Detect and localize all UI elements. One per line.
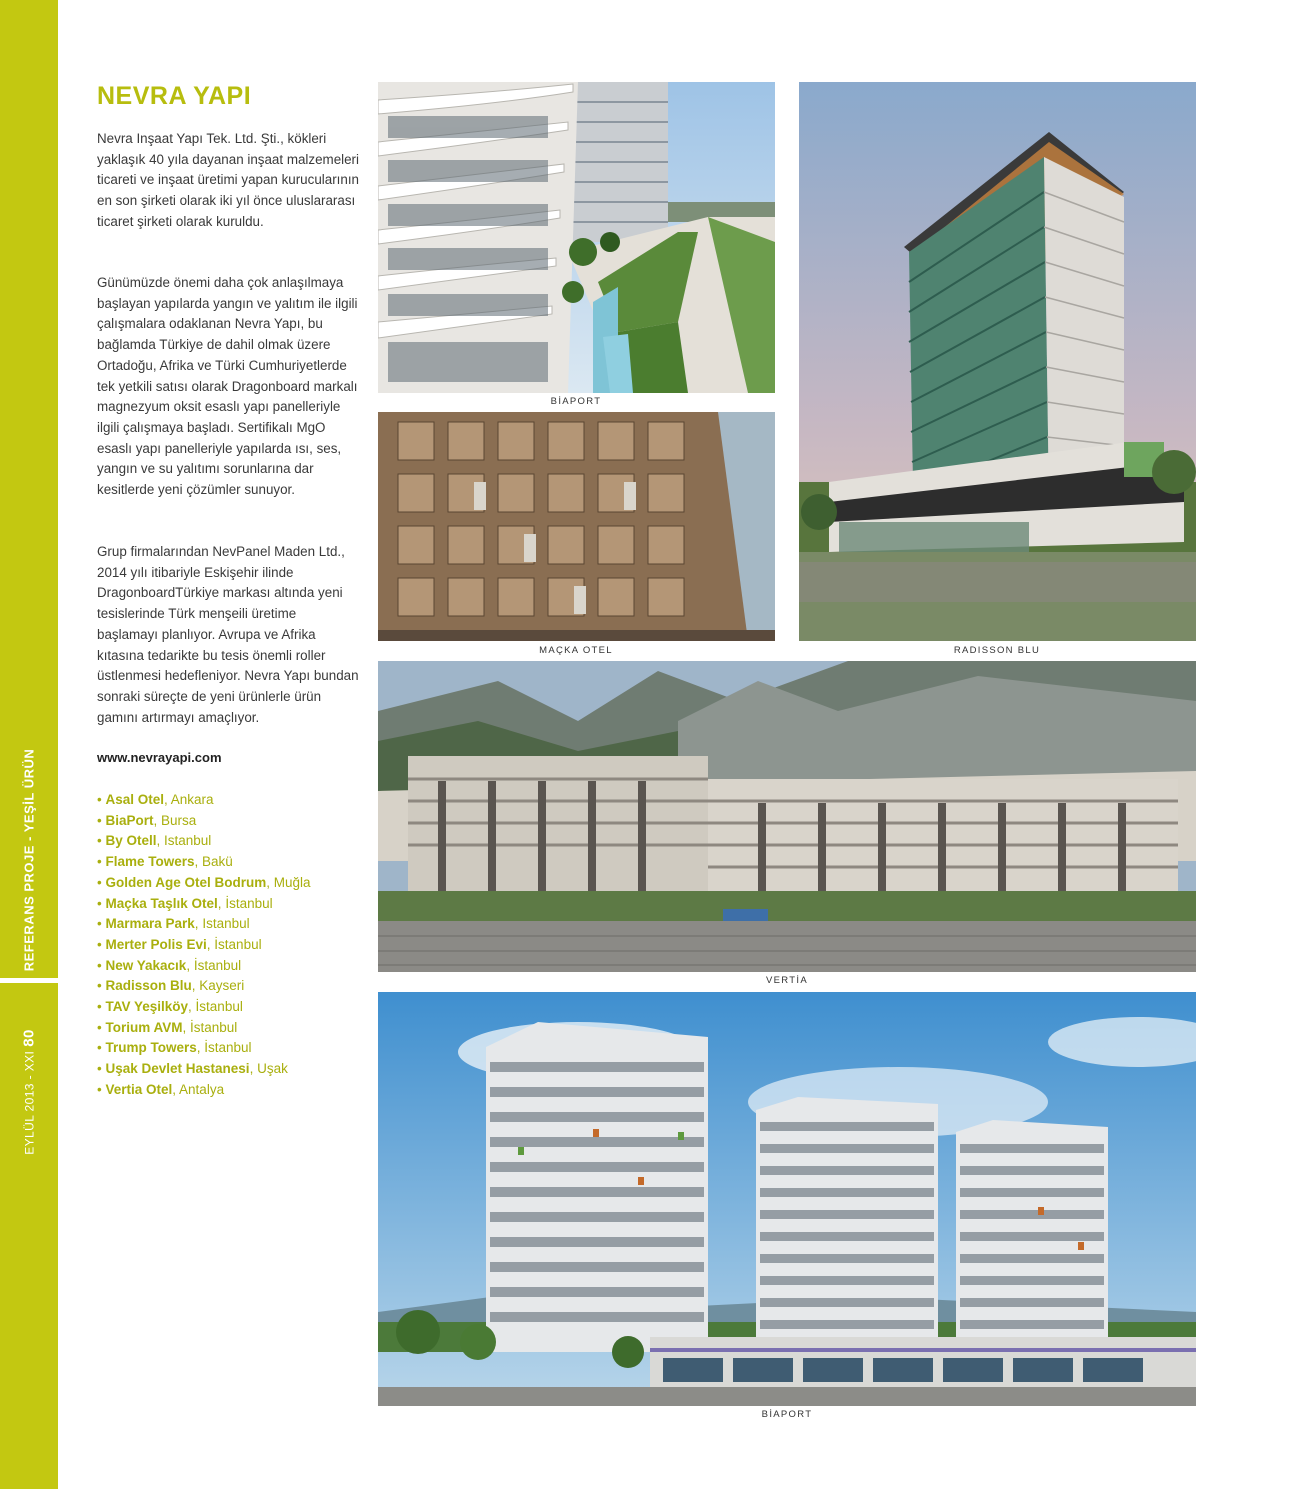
issue-label: EYLÜL 2013 - XXI bbox=[22, 1050, 37, 1155]
reference-item: • Uşak Devlet Hastanesi, Uşak bbox=[97, 1061, 288, 1077]
reference-item: • New Yakacık, İstanbul bbox=[97, 957, 242, 973]
article-paragraph-3: Grup firmalarından NevPanel Maden Ltd., 2014 yılı itibariyle Eskişehir ilinde DragonboardTürkiye markası altında yeni tesislerinde Türk menşeili üretime başlamayı planlıyor. Avrupa ve Afrika kıtasına tedarikte bu tesis önemli roller üstlenmesi hedefleniyor. Nevra Yapı bundan sonraki süreçte de yeni ürünlerle ürün gamını artırmayı amaçlıyor. bbox=[97, 544, 359, 725]
biaport-towers-photo bbox=[378, 992, 1196, 1406]
reference-item: • Radisson Blu, Kayseri bbox=[97, 978, 245, 994]
photo-caption: MAÇKA OTEL bbox=[539, 645, 613, 656]
photo-caption: RADISSON BLU bbox=[953, 645, 1041, 656]
reference-item: • Vertia Otel, Antalya bbox=[97, 1081, 225, 1097]
section-label: REFERANS PROJE - YEŞİL ÜRÜN bbox=[21, 748, 37, 972]
vertia-photo bbox=[378, 661, 1196, 972]
reference-item: • By Otell, Istanbul bbox=[97, 833, 212, 849]
article-paragraph-1: Nevra Inşaat Yapı Tek. Ltd. Şti., kökleri yaklaşık 40 yıla dayanan inşaat malzemeleri ticareti ve inşaat üretimi yapan kurucularının en son şirketi olarak iki yıl önce uluslararası ticaret şirketi olarak kuruldu. bbox=[97, 131, 359, 229]
reference-item: • Asal Otel, Ankara bbox=[97, 792, 214, 807]
reference-item: • BiaPort, Bursa bbox=[97, 812, 197, 828]
reference-item: • TAV Yeşilköy, İstanbul bbox=[97, 999, 243, 1015]
reference-list bbox=[97, 790, 311, 1101]
website-link[interactable]: www.nevrayapi.com bbox=[97, 750, 222, 765]
sidebar-divider bbox=[0, 978, 58, 983]
photo-caption: VERTİA bbox=[766, 975, 808, 986]
reference-item: • Marmara Park, Istanbul bbox=[97, 916, 250, 932]
biaport-courtyard-photo bbox=[378, 82, 775, 393]
reference-item: • Maçka Taşlık Otel, İstanbul bbox=[97, 895, 273, 911]
article-title: NEVRA YAPI bbox=[97, 82, 252, 110]
radisson-blu-photo bbox=[799, 82, 1196, 641]
sidebar-band bbox=[0, 0, 58, 1489]
reference-item: • Trump Towers, İstanbul bbox=[97, 1040, 252, 1056]
photo-caption: BİAPORT bbox=[761, 1409, 813, 1420]
issue-date bbox=[21, 1029, 38, 1155]
reference-item: • Torium AVM, İstanbul bbox=[97, 1019, 238, 1035]
page-number: 80 bbox=[20, 1029, 38, 1047]
reference-item: • Flame Towers, Bakü bbox=[97, 854, 233, 870]
article-paragraph-2: Günümüzde önemi daha çok anlaşılmaya başlayan yapılarda yangın ve yalıtım ile ilgili çalışmalara odaklanan Nevra Yapı, bu bağlamda Türkiye de dahil olmak üzere Ortadoğu, Afrika ve Türki Cumhuriyetlerde tek yetkili satısı olarak Dragonboard markalı magnezyum oksit esaslı yapı panelleriyle ilgili çalışmaya başladı. Sertifikalı MgO esaslı yapı panelleriyle yapılarda ısı, ses, yangın ve su yalıtımı sorunlarına dar kesitlerde yeni çözümler sunuyor. bbox=[97, 275, 358, 498]
macka-otel-photo bbox=[378, 412, 775, 641]
reference-item: • Merter Polis Evi, İstanbul bbox=[97, 936, 262, 952]
reference-item: • Golden Age Otel Bodrum, Muğla bbox=[97, 874, 311, 890]
photo-caption: BİAPORT bbox=[550, 396, 602, 407]
